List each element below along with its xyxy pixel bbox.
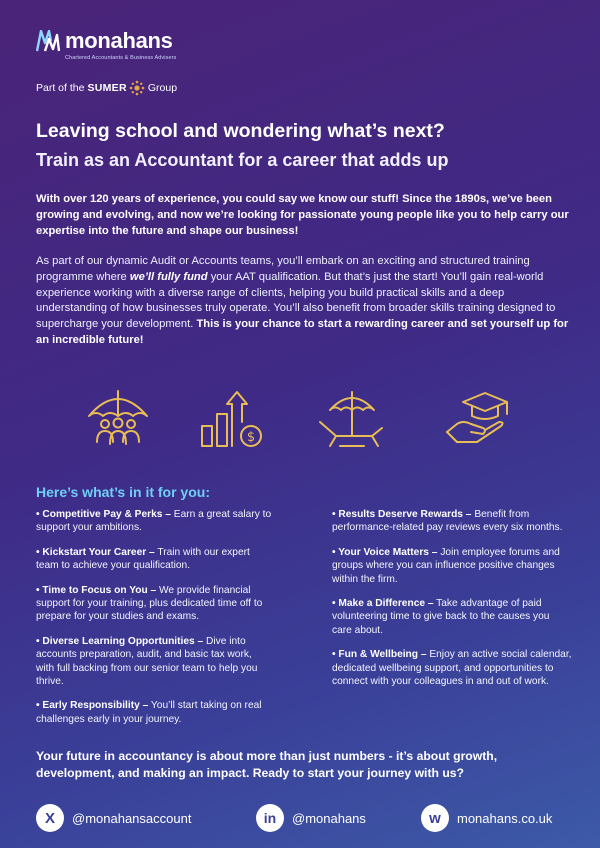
intro-paragraph: With over 120 years of experience, you could say we know our stuff! Since the 1890s, we’ve been growing and evolving, and now we’re looking for passionate young people like you to help carry our expertise into the future and shape our business! <box>36 193 569 237</box>
x-handle: @monahansaccount <box>72 810 192 826</box>
x-logo-icon: X <box>36 804 64 832</box>
benefit-item: • Time to Focus on You – We provide financial support for your training, plus dedicated time off to prepare for your studies and exams. <box>36 584 263 623</box>
website-logo-icon: w <box>421 804 449 832</box>
linkedin-social-link[interactable] <box>256 804 366 832</box>
svg-text:$: $ <box>246 430 256 445</box>
benefit-icons-row <box>0 388 600 450</box>
benefit-item: • Diverse Learning Opportunities – Dive into accounts preparation, audit, and basic tax work, with full backing from our senior team to help you thrive. <box>36 635 258 688</box>
benefit-item: • Your Voice Matters – Join employee forums and groups where you can influence positive changes within the firm. <box>332 546 560 585</box>
graduation-hand-icon <box>443 388 513 450</box>
linkedin-logo-icon: in <box>256 804 284 832</box>
group-affiliation <box>36 80 177 96</box>
group-prefix: Part of the <box>36 82 85 94</box>
benefits-title: Here’s what’s in it for you: <box>36 484 210 500</box>
umbrella-people-icon <box>83 388 153 450</box>
brand-logo <box>36 30 173 52</box>
benefit-item: • Make a Difference – Take advantage of paid volunteering time to give back to the causes you care about. <box>332 598 550 636</box>
body-emphasis: we’ll fully fund <box>129 270 208 283</box>
body-bold-end: This is your chance to start a rewarding career and set yourself up for an incredible future! <box>36 318 569 346</box>
linkedin-handle: @monahans <box>292 810 366 826</box>
brand-name: monahans <box>65 28 173 53</box>
benefits-list-right <box>332 508 572 699</box>
closing-statement: Your future in accountancy is about more than just numbers - it’s about growth, development, and making an impact. Ready to start your journey with us? <box>36 749 498 780</box>
beach-lounger-icon <box>316 388 386 450</box>
benefit-item: • Fun & Wellbeing – Enjoy an active social calendar, dedicated wellbeing support, and opportunities to connect with your colleagues in and out of work. <box>332 649 572 688</box>
benefits-list-left <box>36 508 272 737</box>
benefit-item: • Results Deserve Rewards – Benefit from performance-related pay reviews every six months. <box>332 509 563 534</box>
body-text-1: As part of our dynamic Audit or Accounts teams, you’ll embark on an exciting and structured training programme where <box>36 255 530 283</box>
brand-tagline: Chartered Accountants & Business Advisers <box>65 55 177 61</box>
benefit-item: • Competitive Pay & Perks – Earn a great salary to support your ambitions. <box>36 509 272 534</box>
benefit-item: • Kickstart Your Career – Train with our expert team to achieve your qualification. <box>36 546 250 572</box>
body-paragraph <box>36 254 572 349</box>
page-subtitle: Train as an Accountant for a career that adds up <box>36 150 449 170</box>
group-name: SUMER <box>87 82 127 94</box>
body-text-2: your AAT qualification. But that’s just the start! You’ll gain real-world experience working with a diverse range of clients, helping you build practical skills and a deep understanding of how businesses truly operate. You’ll also benefit from broader skills training designed to supercharge your development. <box>36 270 556 331</box>
monahans-logo-mark-icon <box>36 30 60 52</box>
website-link[interactable] <box>421 804 552 832</box>
website-url: monahans.co.uk <box>457 810 553 826</box>
benefit-item: • Early Responsibility – You’ll start taking on real challenges early in your journey. <box>36 700 262 725</box>
x-social-link[interactable] <box>36 804 191 832</box>
sumer-sun-icon <box>129 80 145 96</box>
page-title: Leaving school and wondering what’s next? <box>36 120 445 142</box>
growth-chart-icon <box>196 388 266 450</box>
group-suffix: Group <box>147 82 178 94</box>
